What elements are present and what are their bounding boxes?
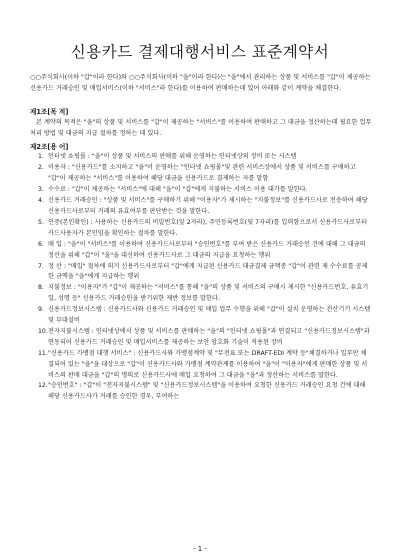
item-text: 인증(본인확인) : 사용하는 신용카드의 비밀번호(앞 2자리), 주민등록번호(뒷 7자리)를 입력함으로서 신용카드사로부터 카드사용자가 본인임을 확인하는 절차를 말한다. — [48, 218, 368, 237]
article-2-list — [30, 152, 372, 403]
item-number: 5. — [38, 218, 44, 226]
article-2 — [30, 142, 372, 404]
item-number: 12. — [38, 382, 48, 390]
item-number: 10. — [38, 327, 48, 335]
item-text: 지불정보 : "이용자"가 "갑"이 제공하는 "서비스"를 통해 "을"의 상품 및 서비스의 구매시 제시한 "신용카드번호, 유효기일, 성명 등" 신용카드 거래승인을 받기위한 제반 정보를 말한다. — [48, 284, 369, 303]
item-number: 7. — [38, 262, 44, 270]
item-number: 9. — [38, 306, 44, 314]
list-item — [38, 185, 372, 196]
page-number: - 1 - — [193, 545, 207, 553]
list-item — [38, 163, 372, 185]
item-text: 이용자 : "신용카드"를 소지하고 "을"이 운영하는 "인터넷 쇼핑몰"및 관련 서비스상에서 상품 및 서비스를 구매하고 "갑"이 제공하는 "서비스"를 이용하여 해당 대금을 신용카드로 결제하는 자를 말함 — [48, 164, 356, 183]
item-number: 1. — [38, 153, 44, 161]
item-text: 수수료 : "갑"이 제공하는 "서비스"에 대해 "을"이 "갑"에게 지불하는 서비스 이용 대가를 말한다. — [48, 186, 308, 194]
list-item — [38, 152, 372, 163]
document-body — [30, 73, 372, 403]
intro-paragraph: ○○주식회사(이하 "갑"이라 한다)와 ○○주식회사(이하 "을"이라 한다)는 "을"에서 관리하는 상품 및 서비스를 "갑"이 제공하는 신용카드 거래승인 및 매입서비스(이하 "서비스"라 한다)를 이용하여 판매하는데 있어 아래와 같이 계약을 체결한다. — [30, 74, 371, 92]
list-item — [38, 349, 372, 382]
item-text: 신용카드 거래승인 : "상품 및 서비스"를 구매하기 위해 "이용자"가 제시하는 "지불정보"를 신용카드사로 전송하여 해당 신용카드사로부터 거래의 유효여부를 판단받는 것을 말한다. — [48, 197, 368, 215]
list-item — [38, 218, 372, 240]
item-text: 매 입 : "을"이 "서비스"를 이용하여 신용카드사로부터 "승인번호"를 부여 받은 신용카드 거래승인 건에 대해 그 대금의 정산을 위해 "갑"이 "을"을 대신하여 신용카드사로 그 대금의 지급을 요청하는 행위 — [48, 240, 366, 259]
item-number: 3. — [38, 186, 44, 194]
list-item — [38, 240, 372, 262]
item-number: 6. — [38, 240, 44, 248]
list-item — [38, 305, 372, 327]
list-item — [38, 381, 372, 403]
item-text: "신용카드 가맹점 대행 서비스" : 신용카드사와 가맹점계약 및 "무전표 또는 DRAFT-EDI 계약 등"체결하거나 일부만 체결되어 있는 "을"을 대상으로 "갑"이 신용카드사와 가맹점 계약관계를 이용하여 "을"이 "이용자"에게 판매한 상품 및 서비스의 판매 대금을 "갑"의 명의로 신용카드사에 매입 요청하여 그 대금을 "을"과 정산하는 서비스를 말한다. — [48, 349, 368, 379]
item-text: 정 산 : "매입" 절차에 의거 신용카드사로부터 "갑"에게 지급된 신용카드 대금결제 금액중 "갑"이 관련 제 수수료를 공제한 금액을 "을"에게 지급하는 행위 — [48, 262, 368, 281]
item-text: 전자지불시스템 : 인터넷상에서 상품 및 서비스를 판매하는 "을"의 "인터넷 쇼핑몰"과 연결되고 "신용카드정보시스템"과 연동되어 신용카드 거래승인 및 매입서비스를 제공하는 보안 암호화 기술이 적용된 장비 — [48, 327, 370, 346]
document-title: 신용카드 결제대행서비스 표준계약서 — [70, 43, 330, 61]
item-number: 4. — [38, 197, 44, 205]
list-item — [38, 196, 372, 218]
item-number: 11. — [38, 349, 48, 357]
article-1-text: 본 계약의 목적은 "을"의 상품 및 서비스를 "갑"이 제공하는 "서비스"를 이용하여 판매하고 그 대금을 정산하는데 필요한 업무처리 방법 및 대금의 지급 절차를 정하는 데 있다. — [30, 118, 372, 137]
article-2-heading: 제2조[용 어] — [30, 142, 69, 151]
item-number: 2. — [38, 164, 44, 172]
item-number: 8. — [38, 284, 44, 292]
list-item — [38, 327, 372, 349]
list-item — [38, 262, 372, 284]
list-item — [38, 283, 372, 305]
item-text: 인터넷 쇼핑몰 : "을"이 상품 및 서비스의 판매를 위해 운영하는 인터넷상의 장비 또는 시스템 — [48, 153, 297, 161]
article-1-heading: 제1조[목 적] — [30, 107, 69, 116]
item-text: "승인번호" : "갑"이 "전자지불시스템" 및 "신용카드정보시스템"을 이용하여 요청한 신용카드 거래승인 요청 건에 대해 해당 신용카드사가 거래를 승인한 경우, 부여하는 — [48, 382, 366, 401]
article-1 — [30, 107, 372, 140]
item-text: 신용카드정보시스템 : 신용카드사와 신용카드 거래승인 및 매입 업무 수행을 위해 "갑"이 설치 운영하는 전산기기 시스템 및 부대설비 — [48, 306, 371, 325]
